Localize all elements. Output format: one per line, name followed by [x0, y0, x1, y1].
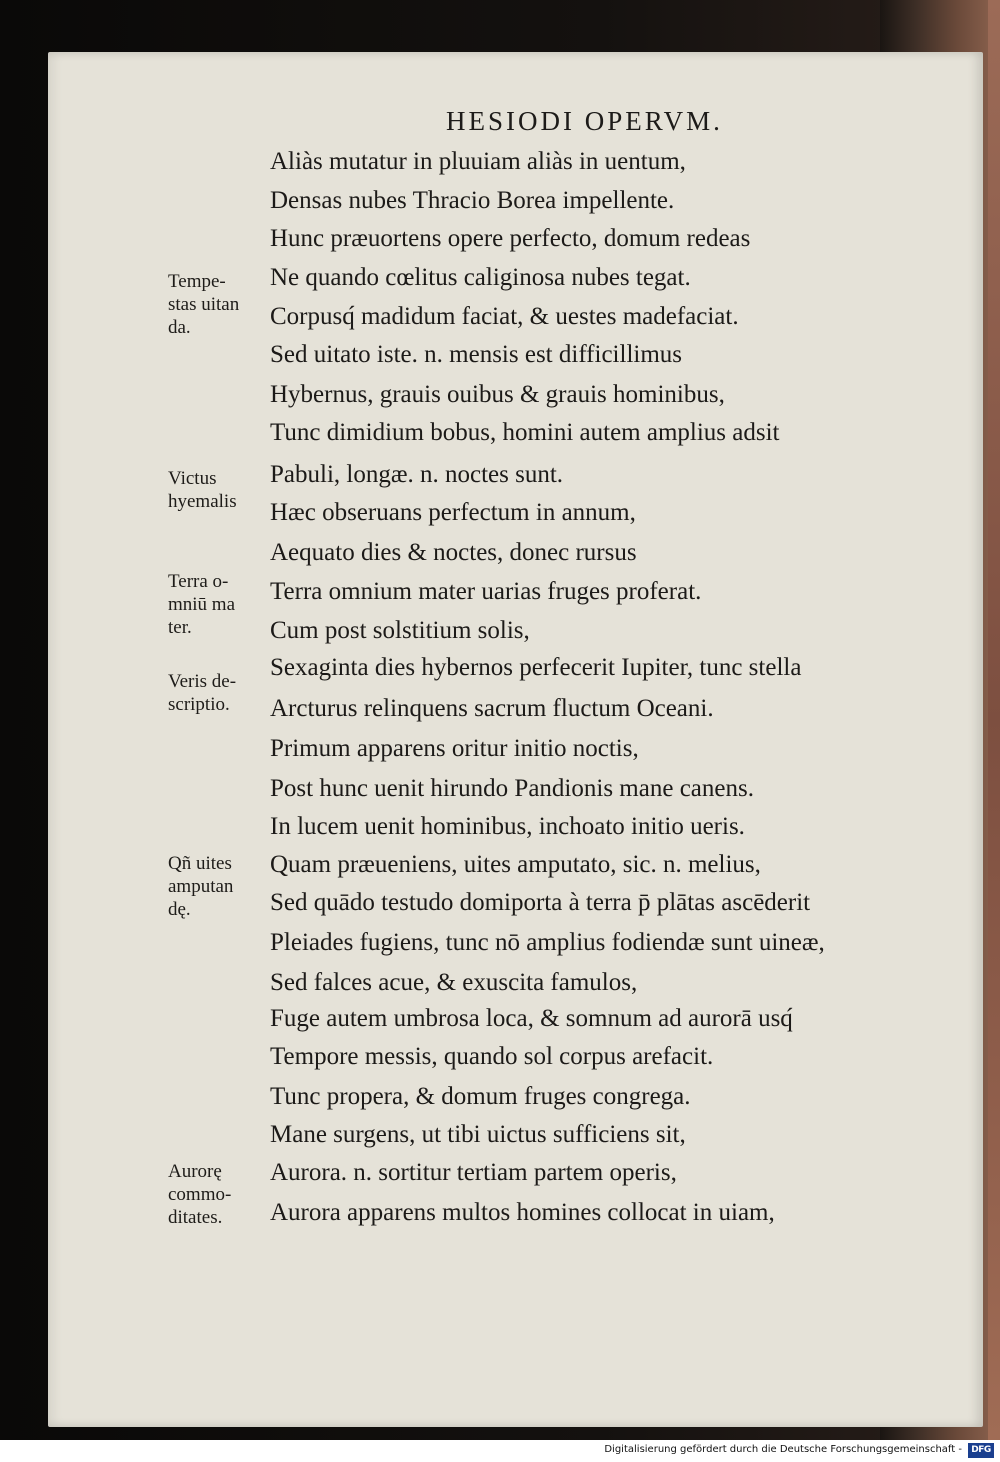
verse-line: Arcturus relinquens sacrum fluctum Oceani. [270, 695, 714, 722]
running-head: HESIODI OPERVM. [446, 106, 723, 136]
marginal-note-line: Qñ uites [168, 853, 232, 874]
marginal-note-line: ditates. [168, 1207, 223, 1228]
verse-line: Pleiades fugiens, tunc nō amplius fodiendæ sunt uineæ, [270, 929, 825, 956]
verse-line: In lucem uenit hominibus, inchoato initio ueris. [270, 813, 745, 840]
verse-line: Hæc obseruans perfectum in annum, [270, 499, 636, 526]
verse-line: Aequato dies & noctes, donec rursus [270, 539, 637, 566]
marginal-note-line: ter. [168, 617, 192, 638]
verse-line: Fuge autem umbrosa loca, & somnum ad aurorā usq́ [270, 1005, 793, 1032]
marginal-note-line: Tempe- [168, 271, 226, 292]
marginal-note-line: Aurorę [168, 1161, 222, 1182]
verse-line: Corpusq́ madidum faciat, & uestes madefaciat. [270, 303, 739, 330]
marginal-note-line: scriptio. [168, 694, 230, 715]
marginal-note [168, 270, 239, 339]
marginal-note-line: hyemalis [168, 491, 237, 512]
verse-line: Tunc dimidium bobus, homini autem amplius adsit [270, 419, 780, 446]
verse-line: Sed falces acue, & exuscita famulos, [270, 969, 638, 996]
funding-credit: Digitalisierung gefördert durch die Deutsche Forschungsgemeinschaft - [604, 1444, 962, 1455]
marginal-note [168, 852, 233, 921]
verse-line: Hunc præuortens opere perfecto, domum redeas [270, 225, 751, 252]
verse-line: Aliàs mutatur in pluuiam aliàs in uentum, [270, 148, 686, 175]
marginal-note [168, 670, 236, 716]
dfg-logo: DFG [968, 1443, 994, 1458]
marginal-note-line: Veris de- [168, 671, 237, 692]
verse-line: Aurora. n. sortitur tertiam partem operis, [270, 1159, 677, 1186]
verse-line: Sed uitato iste. n. mensis est difficillimus [270, 341, 683, 368]
verse-line: Sexaginta dies hybernos perfecerit Iupiter, tunc stella [270, 654, 802, 681]
verse-line: Quam præueniens, uites amputato, sic. n. melius, [270, 851, 761, 878]
verse-line: Ne quando cœlitus caliginosa nubes tegat. [270, 264, 691, 291]
marginal-note-line: Terra o- [168, 571, 229, 592]
marginal-note-line: amputan [168, 876, 234, 897]
marginal-note [168, 570, 235, 639]
marginal-note-line: stas uitan [168, 294, 240, 315]
verse-line: Pabuli, longæ. n. noctes sunt. [270, 461, 564, 488]
marginal-note [168, 467, 237, 513]
verse-line: Hybernus, grauis ouibus & grauis hominibus, [270, 381, 725, 408]
marginal-note-line: da. [168, 317, 191, 338]
verse-line: Tunc propera, & domum fruges congrega. [270, 1083, 691, 1110]
marginal-note-line: commo- [168, 1184, 232, 1205]
verse-line: Primum apparens oritur initio noctis, [270, 735, 639, 762]
verse-line: Cum post solstitium solis, [270, 617, 530, 644]
verse-line: Densas nubes Thracio Borea impellente. [270, 187, 675, 214]
verse-line: Post hunc uenit hirundo Pandionis mane canens. [270, 775, 754, 802]
verse-line: Mane surgens, ut tibi uictus sufficiens sit, [270, 1121, 686, 1148]
verse-line: Tempore messis, quando sol corpus arefacit. [270, 1043, 714, 1070]
marginal-note-line: Victus [168, 468, 217, 489]
marginal-note-line: mniū ma [168, 594, 236, 615]
marginal-note-line: dę. [168, 899, 191, 920]
verse-line: Aurora apparens multos homines collocat in uiam, [270, 1199, 775, 1226]
verse-line: Terra omnium mater uarias fruges proferat. [270, 578, 702, 605]
verse-line: Sed quādo testudo domiporta à terra p̄ plātas ascēderit [270, 889, 811, 916]
digitization-footer [0, 1440, 1000, 1462]
marginal-note [168, 1160, 231, 1229]
